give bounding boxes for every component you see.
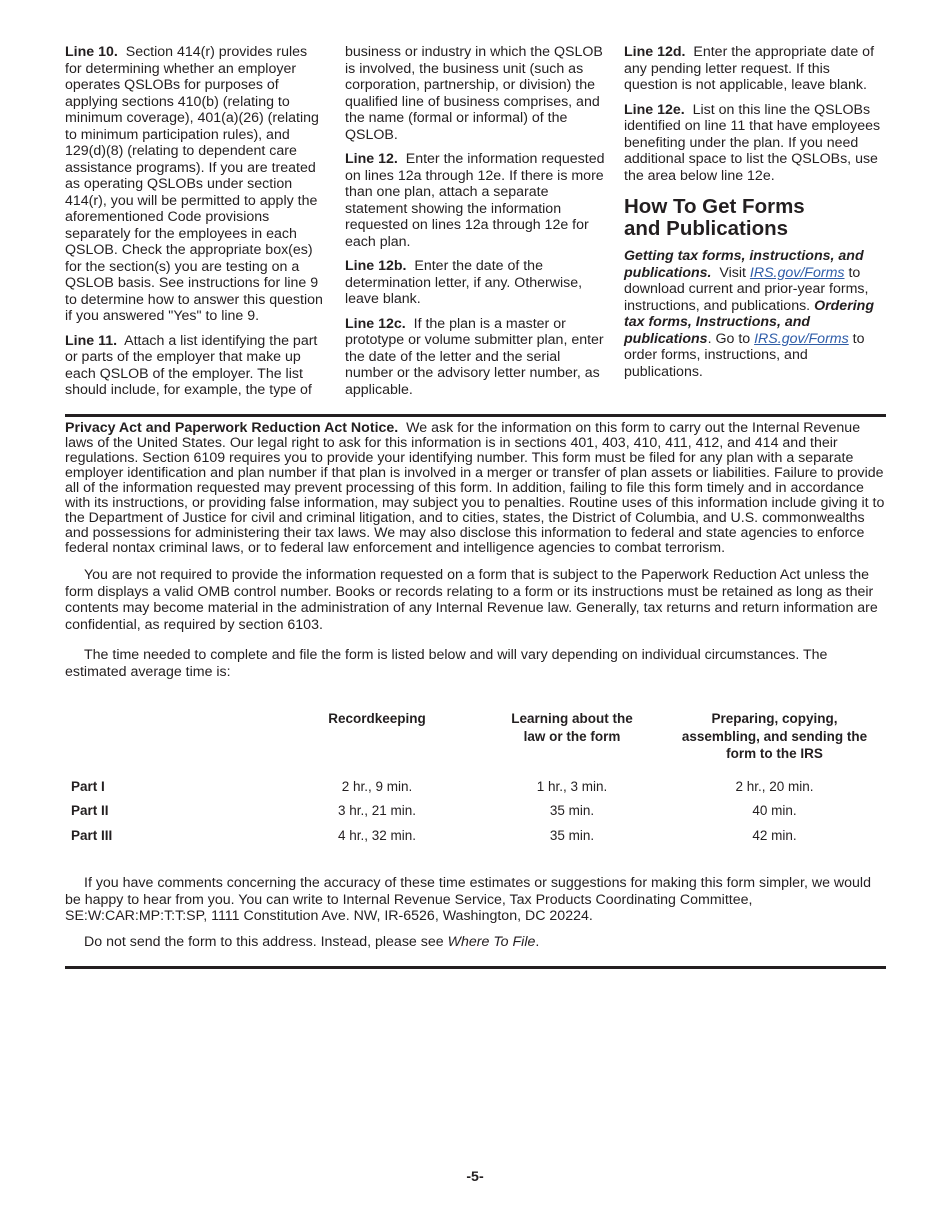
line-12c-paragraph — [345, 316, 607, 399]
row-label: Part III — [71, 827, 113, 843]
notice-paragraph-3: The time needed to complete and file the form is listed below and will vary depending on individual circumstances. The estimated average time is: — [65, 647, 828, 680]
line-12d-text: Enter the appropriate date of any pending letter request. If this question is not applicable, leave blank. — [624, 44, 875, 93]
line-11-paragraph — [65, 333, 327, 399]
line-12-text: Enter the information requested on lines 12a through 12e. If there is more than one plan, attach a separate statement showing the information requested on lines 12a through 12e for each plan. — [345, 151, 605, 250]
notice-paragraph-1 — [65, 421, 886, 556]
heading-line-1: How To Get Forms — [624, 195, 805, 218]
line-12-label: Line 12. — [345, 151, 398, 167]
time-estimate-table — [65, 708, 886, 848]
privacy-act-notice — [65, 421, 886, 694]
cell-learning: 35 min. — [549, 803, 595, 819]
ordering-forms-label: Ordering tax forms, Instructions, and publications — [624, 297, 874, 347]
table-row — [65, 799, 886, 824]
line-12e-label: Line 12e. — [624, 101, 685, 118]
cell-recordkeeping: 2 hr., 9 min. — [341, 778, 413, 794]
header-recordkeeping: Recordkeeping — [328, 711, 426, 726]
header-blank — [65, 708, 273, 774]
table-header-row — [65, 708, 886, 774]
comments-post: . — [535, 933, 540, 950]
cell-learning: 35 min. — [549, 827, 595, 843]
line-11-continued: business or industry in which the QSLOB is involved, the business unit (such as corporation, partnership, or division) the qualified line of business comprises, and the name (formal or informal) of the QSLOB. — [345, 44, 603, 143]
column-left — [65, 44, 327, 407]
cell-preparing: 2 hr., 20 min. — [735, 778, 814, 794]
comments-section — [65, 875, 886, 959]
line-12b-text: Enter the date of the determination letter, if any. Otherwise, leave blank. — [345, 258, 583, 307]
irs-forms-link[interactable]: IRS.gov/Forms — [749, 264, 845, 281]
notice-title: Privacy Act and Paperwork Reduction Act Notice. — [65, 420, 399, 436]
line-12e-paragraph — [624, 102, 886, 185]
notice-paragraph-2: You are not required to provide the information requested on a form that is subject to the Paperwork Reduction Act unless the form displays a valid OMB control number. Books or records relating to a form or its instructions must be retained as long as their contents may become material in the administration of any Internal Revenue law. Generally, tax returns and return information are confidential, as required by section 6103. — [65, 567, 878, 633]
line-11-text: Attach a list identifying the part or parts of the employer that make up each QSLOB of the employer. The list should include, for example, the type of — [65, 332, 318, 398]
line-12b-paragraph — [345, 258, 607, 308]
row-label: Part I — [71, 778, 105, 794]
line-12b-label: Line 12b. — [345, 258, 407, 274]
column-middle — [345, 44, 607, 406]
page-number: -5- — [466, 1169, 484, 1185]
line-10-text: Section 414(r) provides rules for determining whether an employer operates QSLOBs for purposes of applying sections 410(b) (relating to minimum coverage), 401(a)(26) (relating to minimum participation rules), and 129(d)(8) (relating to dependent care assistance programs). If you are treated as operating QSLOBs under section 414(r), you will be permitted to apply the aforementioned Code provisions separately for the employees in each QSLOB. Check the appropriate box(es) for the section(s) you are testing on a QSLOB basis. See instructions for line 9 to determine how to answer this question if you answered "Yes" to line 9. — [65, 44, 323, 324]
row-label: Part II — [71, 803, 109, 819]
notice-text: We ask for the information on this form to carry out the Internal Revenue laws of the United States. Our legal right to ask for this information is in sections 401, 403, 410, 411, 412, and 414 and their regulations. Section 6109 requires you to provide your identifying number. This form must be filed for any plan with a separate employer identification and plan number if that plan is involved in a merger or transfer of plan assets or liabilities. Failure to provide all of the information requested may prevent processing of this form. In addition, failing to file this form timely and in accordance with its instructions, or providing false information, may subject you to penalties. Routine uses of this information include giving it to the Department of Justice for civil and criminal litigation, and to cities, states, the District of Columbia, and U.S. commonwealths and possessions for administering their tax laws. We may also disclose this information to federal and state agencies to enforce federal nontax criminal laws, or to federal law enforcement and intelligence agencies to combat terrorism. — [65, 420, 885, 556]
line-12d-paragraph — [624, 44, 886, 94]
how-to-get-forms-heading — [624, 196, 886, 240]
section-divider-bottom — [65, 966, 886, 969]
line-10-paragraph — [65, 44, 327, 325]
line-12-paragraph — [345, 151, 607, 250]
where-to-file-ref: Where To File — [447, 933, 536, 950]
irs-forms-order-link[interactable]: IRS.gov/Forms — [754, 330, 849, 347]
cell-preparing: 40 min. — [752, 803, 797, 819]
ordering-post: to order forms, instructions, and publications. — [624, 330, 865, 380]
heading-line-2: and Publications — [624, 217, 789, 240]
getting-forms-paragraph — [624, 248, 886, 380]
ordering-pre: . Go to — [707, 330, 751, 347]
cell-recordkeeping: 3 hr., 21 min. — [337, 803, 417, 819]
line-10-label: Line 10. — [65, 44, 118, 60]
cell-preparing: 42 min. — [752, 827, 797, 843]
column-right — [624, 44, 886, 388]
getting-post: to download current and prior-year forms, instructions, and publications. — [624, 264, 869, 314]
section-divider-top — [65, 414, 886, 417]
table-row — [65, 823, 886, 848]
header-preparing: Preparing, copying, assembling, and sending the form to the IRS — [681, 711, 868, 761]
comments-paragraph-1: If you have comments concerning the accuracy of these time estimates or suggestions for making this form simpler, we would be happy to hear from you. You can write to Internal Revenue Service, Tax Products Coordinating Committee, SE:W:CAR:MP:T:T:SP, 1111 Constitution Ave. NW, IR-6526, Washington, DC 20224. — [65, 875, 871, 924]
cell-recordkeeping: 4 hr., 32 min. — [337, 827, 417, 843]
line-11-label: Line 11. — [65, 332, 118, 349]
cell-learning: 1 hr., 3 min. — [536, 778, 608, 794]
getting-pre: Visit — [719, 264, 746, 281]
line-12d-label: Line 12d. — [624, 44, 686, 60]
table-row — [65, 774, 886, 799]
line-12c-label: Line 12c. — [345, 315, 406, 332]
comments-pre: Do not send the form to this address. Instead, please see — [84, 933, 444, 950]
comments-paragraph-2 — [65, 934, 886, 951]
getting-forms-label: Getting tax forms, instructions, and publications. — [624, 248, 864, 281]
header-learning: Learning about the law or the form — [511, 711, 633, 744]
line-12c-text: If the plan is a master or prototype or volume submitter plan, enter the date of the letter and the serial number or the advisory letter number, as applicable. — [345, 315, 604, 398]
line-12e-text: List on this line the QSLOBs identified on line 11 that have employees benefiting under the plan. If you need additional space to list the QSLOBs, use the area below line 12e. — [624, 101, 881, 184]
